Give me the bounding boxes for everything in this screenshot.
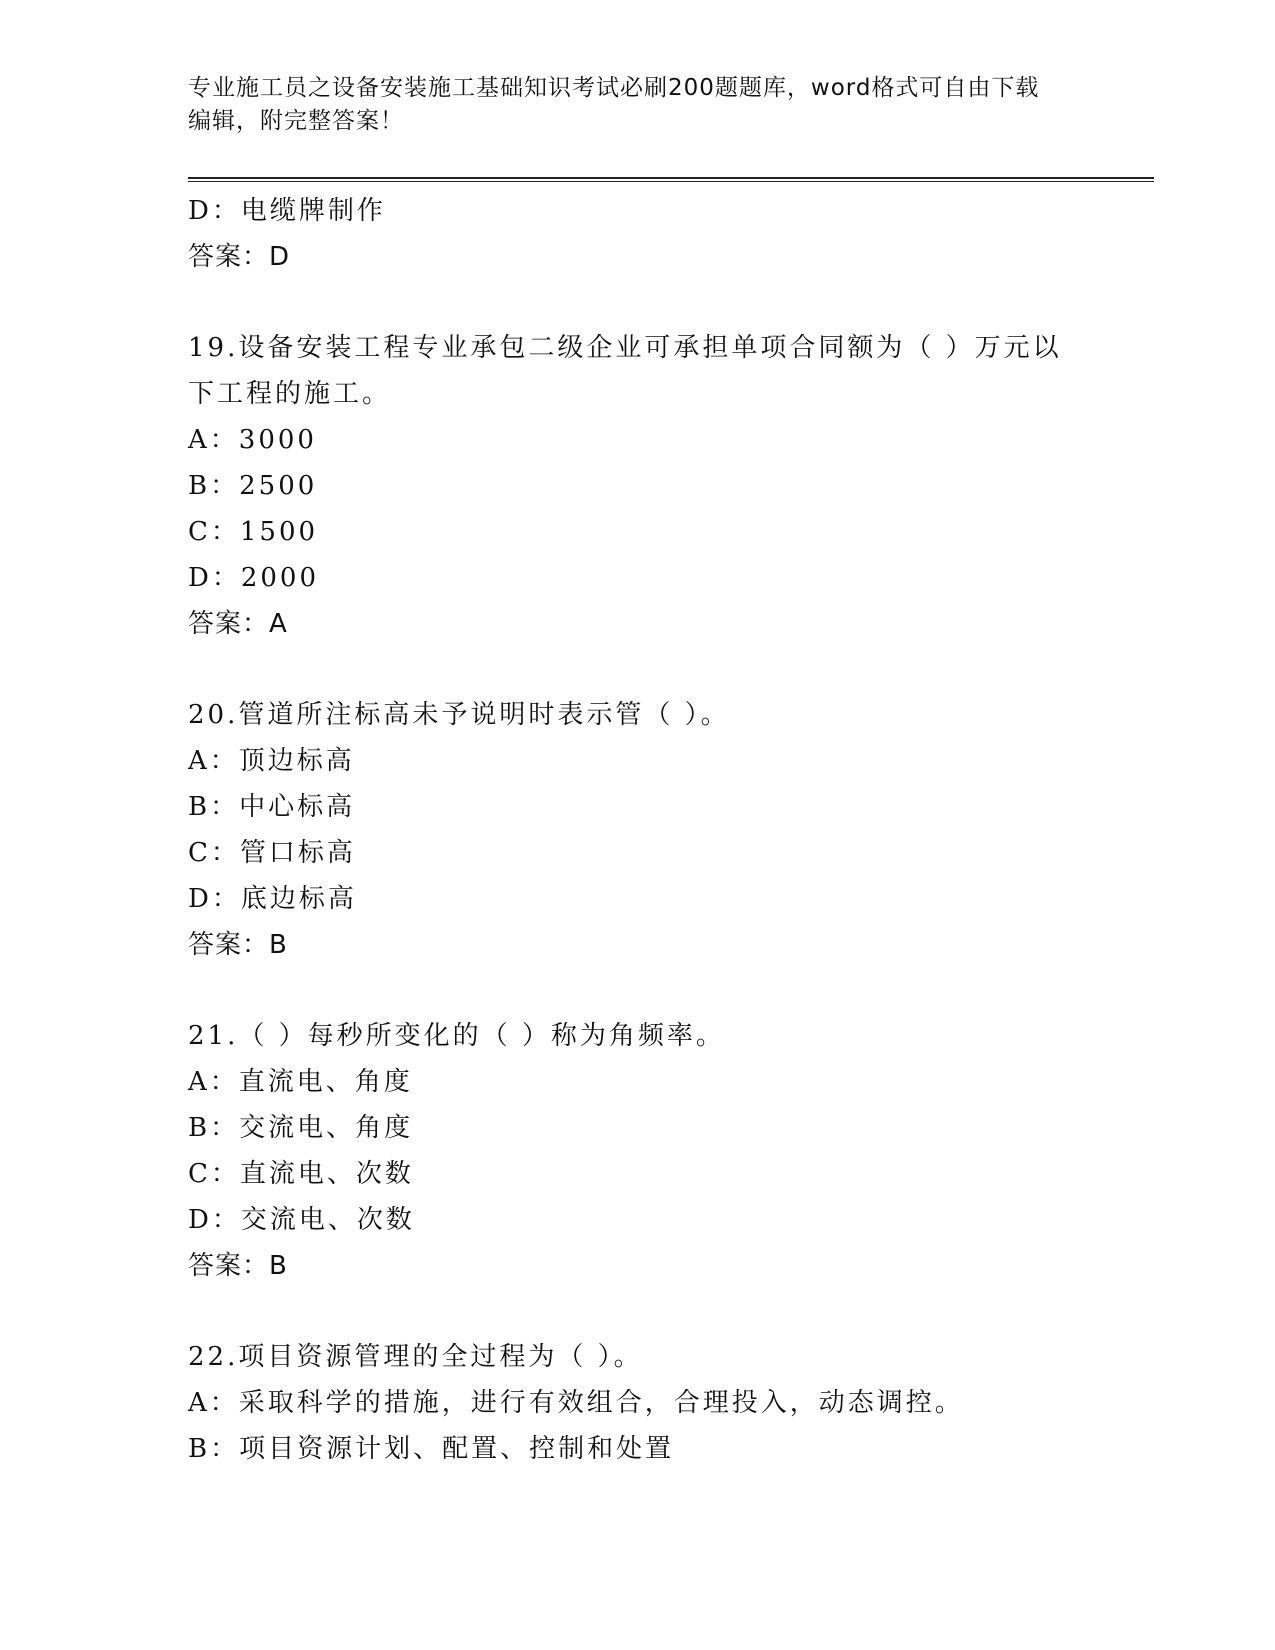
question-spacer <box>188 968 1088 1013</box>
question-list <box>188 188 1088 1472</box>
option-d: D：交流电、次数 <box>188 1205 415 1235</box>
question-text-line: 20.管道所注标高未予说明时表示管（ ）。 <box>188 700 730 730</box>
option-b: B：2500 <box>188 471 318 501</box>
option-a: A：直流电、角度 <box>188 1067 413 1097</box>
question-text-line: 22.项目资源管理的全过程为（ ）。 <box>188 1342 643 1372</box>
option-b: B：交流电、角度 <box>188 1113 414 1143</box>
option-c: C：管口标高 <box>188 838 356 868</box>
question-20 <box>188 692 1088 968</box>
answer-line: 答案：B <box>188 930 288 960</box>
option-c: C：直流电、次数 <box>188 1159 414 1189</box>
answer-line: 答案：A <box>188 609 288 639</box>
question-19 <box>188 325 1088 647</box>
option-a: A：采取科学的措施，进行有效组合，合理投入，动态调控。 <box>188 1388 964 1418</box>
question-spacer <box>188 1289 1088 1334</box>
question-text-line: 下工程的施工。 <box>188 379 392 409</box>
option-a: A：3000 <box>188 425 317 455</box>
question-21 <box>188 1013 1088 1289</box>
question-spacer <box>188 280 1088 325</box>
option-d: D：电缆牌制作 <box>188 196 386 226</box>
option-a: A：顶边标高 <box>188 746 355 776</box>
question-spacer <box>188 647 1088 692</box>
question-text-line: 19.设备安装工程专业承包二级企业可承担单项合同额为（ ）万元以 <box>188 333 1062 363</box>
question-22 <box>188 1334 1088 1472</box>
option-d: D：2000 <box>188 563 320 593</box>
header-divider-thin <box>188 181 1154 182</box>
question-text-line: 21.（ ）每秒所变化的（ ）称为角频率。 <box>188 1021 725 1051</box>
header-line-2: 编辑，附完整答案！ <box>188 108 404 134</box>
header-divider-thick <box>188 177 1154 179</box>
answer-line: 答案：B <box>188 1251 288 1281</box>
option-d: D：底边标高 <box>188 884 357 914</box>
option-b: B：中心标高 <box>188 792 356 822</box>
option-c: C：1500 <box>188 517 319 547</box>
header-line-1: 专业施工员之设备安装施工基础知识考试必刷200题题库，word格式可自由下载 <box>188 75 1040 101</box>
document-header <box>188 72 1088 138</box>
answer-line: 答案：D <box>188 242 291 272</box>
option-b: B：项目资源计划、配置、控制和处置 <box>188 1434 675 1464</box>
